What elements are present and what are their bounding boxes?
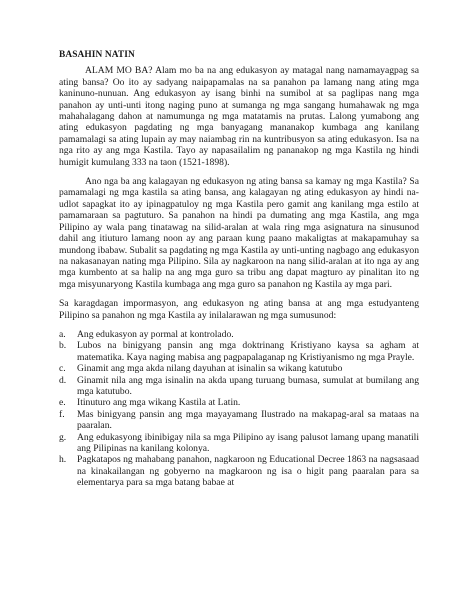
list-item-text: Pagkatapos ng mahabang panahon, nagkaroon ng Educational Decree 1863 na nagsasaad na kinakailangan ng gobyerno na magkaroon ng isa o higit pang paaralan para sa elementarya para sa mga batang babae at [77,454,419,489]
list-marker: f. [59,408,65,420]
list-marker: d. [59,374,67,386]
list-item-text: Ang edukasyon ay pormal at kontrolado. [77,328,234,340]
list-marker: g. [59,431,67,443]
paragraph-list-intro: Sa karagdagan impormasyon, ang edukasyon ng ating bansa at ang mga estudyanteng Pilipino sa panahon ng mga Kastila ay inilalarawan ng mga sumusunod: [59,298,419,321]
list-marker: a. [59,328,66,340]
list-item-text: Ang edukasyong ibinibigay nila sa mga Pilipino ay isang palusot lamang upang manatili ang Pilipinas na kanilang kolonya. [77,431,419,454]
list-item [59,340,419,363]
list-item-text: Lubos na binigyang pansin ang mga doktrinang Kristiyano kaysa sa agham at matematika. Kaya naging mabisa ang pagpapalaganap ng Kristiyanismo ng mga Prayle. [77,340,419,363]
list-item [59,454,419,488]
list-item [59,375,419,398]
list-item [59,397,419,408]
list-item-text: Ginamit ang mga akda nilang dayuhan at isinalin sa wikang katutubo [77,363,343,375]
list-item [59,432,419,455]
list-item [59,329,419,340]
list-item [59,409,419,432]
characteristics-list [59,329,419,489]
list-marker: c. [59,363,66,375]
list-marker: e. [59,397,66,409]
paragraph-kastila: Ano nga ba ang kalagayan ng edukasyon ng ating bansa sa kamay ng mga Kastila? Sa pamamalagi ng mga kastila sa ating bansa, ang kalagayan ng ating edukasyon ay hindi na-udlot sapagkat ito ay ipinagpatuloy ng mga Kastila pero gamit ang kanilang mga estilo at pamamaraan sa pagtuturo. Sa panahon na hindi pa dumating ang mga Kastila, ang mga Pilipino ay wala pang tinatawag na silid-aralan at wala ring mga asignatura na sinusunod dahil ang itiuturo lamang noon ay ang paraan kung paano makaligtas at makapamuhay sa mundong ibabaw. Subalit sa pagdating ng mga Kastila ay unti-unting nagbago ang edukasyon na nakasanayan nating mga Pilipino. Sila ay nagkaroon na nang silid-aralan at ito nga ay ang mga kumbento at sa halip na ang mga guro sa tribu ang dapat magturo ay pinalitan ito ng mga misyunaryong Kastila kumbaga ang mga guro sa panahon ng Kastila ay mga pari. [59,176,419,290]
list-item-text: Ginamit nila ang mga isinalin na akda upang turuang bumasa, sumulat at bumilang ang mga katutubo. [77,374,419,397]
list-marker: b. [59,340,67,352]
section-heading: BASAHIN NATIN [59,50,135,60]
document-content [59,50,419,489]
list-marker: h. [59,454,67,466]
list-item-text: Itinuturo ang mga wikang Kastila at Latin. [77,397,241,409]
list-item [59,363,419,374]
paragraph-intro: ALAM MO BA? Alam mo ba na ang edukasyon ay matagal nang namamayagpag sa ating bansa? Oo ito ay sadyang naipapamalas na sa panahon pa lamang nang ating mga kaninuno-nunuan. Ang edukasyon ay isang binhi na sumibol at sa paglipas nang mga panahon ay unti-unti itong naging puno at sumanga ng mga sangang humahawak ng mga mahahalagang dahon at namumunga ng mga matatamis na prutas. Lalong yumabong ang ating edukasyon pagdating ng mga banyagang mananakop kumbaga ang kanilang pamamalagi sa ating lupain ay may naiambag rin na kuntribusyon sa ating edukasyon. Isa na nga rito ay ang mga Kastila. Tayo ay napasailalim ng pananakop ng mga Kastila ng hindi humigit kumulang 333 na taon (1521-1898). [59,65,419,168]
list-item-text: Mas binigyang pansin ang mga mayayamang Ilustrado na makapag-aral sa mataas na paaralan. [77,408,419,432]
